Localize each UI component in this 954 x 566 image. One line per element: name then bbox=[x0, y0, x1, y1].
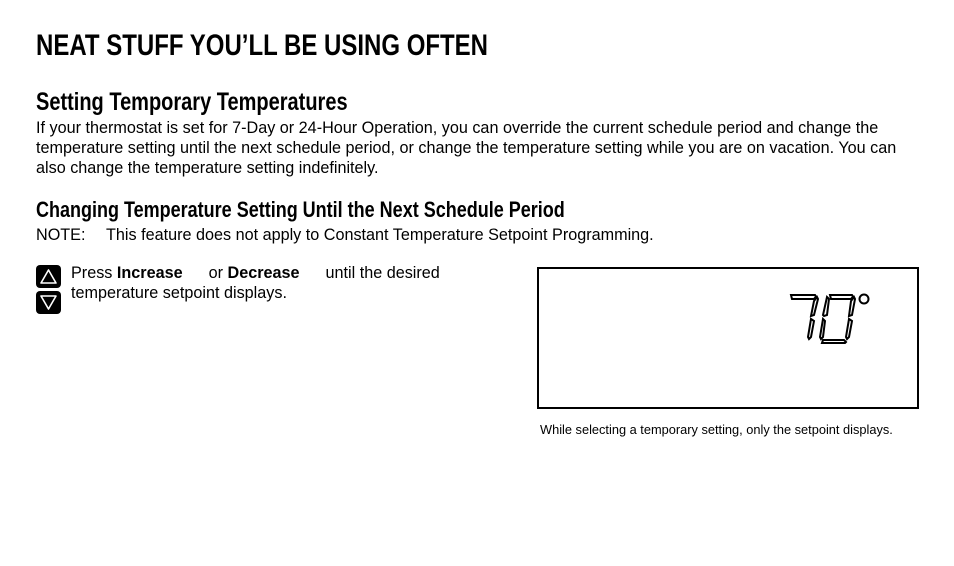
decrease-label: Decrease bbox=[227, 264, 300, 282]
setpoint-digits bbox=[785, 291, 875, 345]
intro-paragraph: If your thermostat is set for 7-Day or 24-Hour Operation, you can override the current schedule period and change the temperature setting until the next schedule period, or change the temperature setting while you are on vacation. You can also change the temperature setting indefinitely. bbox=[36, 119, 897, 177]
or-text: or bbox=[208, 264, 223, 282]
decrease-button-icon bbox=[36, 291, 61, 314]
thermostat-lcd-display bbox=[537, 267, 919, 409]
until-text: until the desired bbox=[325, 264, 440, 282]
note bbox=[36, 225, 654, 245]
increase-label: Increase bbox=[116, 264, 183, 282]
note-text: This feature does not apply to Constant Temperature Setpoint Programming. bbox=[106, 226, 654, 244]
digit-zero bbox=[820, 295, 855, 343]
page-title: NEAT STUFF YOU’LL BE USING OFTEN bbox=[36, 29, 489, 62]
increase-button-icon bbox=[36, 265, 61, 288]
note-label: NOTE: bbox=[36, 226, 86, 244]
digit-seven bbox=[791, 295, 818, 339]
instruction-line-2: temperature setpoint displays. bbox=[71, 284, 287, 302]
figure-caption: While selecting a temporary setting, only the setpoint displays. bbox=[540, 422, 893, 437]
section-heading: Setting Temporary Temperatures bbox=[36, 88, 348, 116]
subsection-heading: Changing Temperature Setting Until the Next Schedule Period bbox=[36, 197, 565, 222]
instruction-line-1 bbox=[71, 263, 440, 283]
press-text: Press bbox=[71, 264, 113, 282]
degree-symbol bbox=[860, 295, 869, 304]
